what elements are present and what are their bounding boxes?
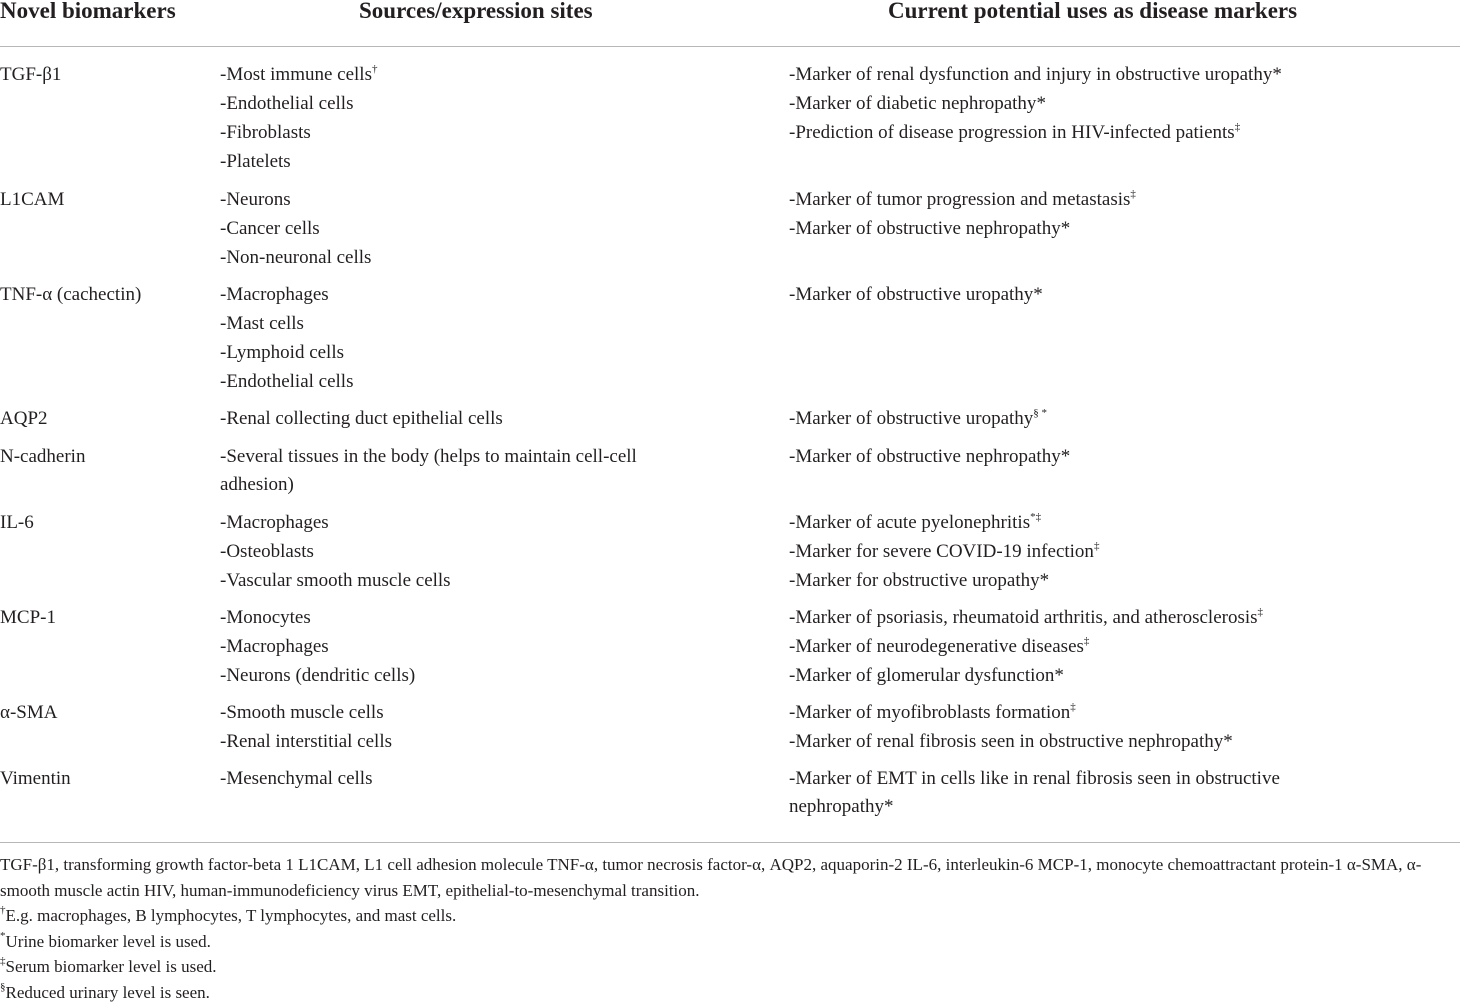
source-item: -Lymphoid cells [220,342,345,363]
use-item: -Marker of neurodegenerative diseases‡ [789,634,1090,657]
biomarker-name: AQP2 [0,408,48,429]
biomarker-name: IL-6 [0,512,34,533]
source-item: -Renal collecting duct epithelial cells [220,408,503,429]
source-item: -Endothelial cells [220,371,354,392]
abbreviations-note: TGF-β1, transforming growth factor-beta 1 L1CAM, L1 cell adhesion molecule TNF-α, tumor necrosis factor-α, AQP2, aquaporin-2 IL-6, interleukin-6 MCP-1, monocyte chemoattractant protein-1 α-SMA, α-smooth muscle actin HIV, human-immunodeficiency virus EMT, epithelial-to-mesenchymal transition. [0,855,1422,900]
use-item: -Marker of obstructive nephropathy* [789,218,1071,239]
source-item: -Macrophages [220,636,329,657]
use-item: -Marker for severe COVID-19 infection‡ [789,539,1100,562]
biomarker-name: α-SMA [0,702,58,723]
footnote: †E.g. macrophages, B lymphocytes, T lymphocytes, and mast cells. [0,904,457,925]
source-item: -Macrophages [220,284,329,305]
source-item: -Mesenchymal cells [220,768,373,789]
source-item: -Neurons [220,189,291,210]
header-uses: Current potential uses as disease markers [888,0,1298,23]
table-footnotes [0,842,1460,1005]
biomarker-name: Vimentin [0,768,71,789]
source-item: -Several tissues in the body (helps to maintain cell-cell adhesion) [220,446,637,495]
footnote: *Urine biomarker level is used. [0,929,211,951]
biomarker-name: N-cadherin [0,446,86,467]
source-item: -Vascular smooth muscle cells [220,570,451,591]
biomarker-name: TNF-α (cachectin) [0,284,142,305]
source-item: -Macrophages [220,512,329,533]
source-item: -Monocytes [220,607,311,628]
use-item: -Marker of renal dysfunction and injury in obstructive uropathy* [789,64,1282,85]
source-item: -Fibroblasts [220,122,311,143]
header-biomarkers: Novel biomarkers [0,0,176,23]
source-item: -Mast cells [220,313,304,334]
use-item: -Marker of obstructive uropathy* [789,284,1043,305]
source-item: -Osteoblasts [220,541,314,562]
use-item: -Marker of EMT in cells like in renal fibrosis seen in obstructive nephropathy* [789,768,1280,817]
source-item: -Cancer cells [220,218,320,239]
use-item: -Marker of glomerular dysfunction* [789,665,1064,686]
footnote: §Reduced urinary level is seen. [0,980,210,1002]
source-item: -Neurons (dendritic cells) [220,665,416,686]
footnote: ‡Serum biomarker level is used. [0,955,217,976]
header-sources: Sources/expression sites [359,0,593,23]
source-item: -Most immune cells† [220,62,378,85]
source-item: -Renal interstitial cells [220,731,393,752]
use-item: -Marker of obstructive nephropathy* [789,446,1071,467]
table-header [0,0,1460,47]
use-item: -Marker of tumor progression and metastasis‡ [789,187,1136,210]
use-item: -Marker of obstructive uropathy§ * [789,406,1048,429]
use-item: -Marker of psoriasis, rheumatoid arthritis, and atherosclerosis‡ [789,605,1264,628]
use-item: -Marker of diabetic nephropathy* [789,93,1046,114]
biomarker-name: MCP-1 [0,607,56,628]
source-item: -Non-neuronal cells [220,247,372,268]
use-item: -Marker of myofibroblasts formation‡ [789,700,1076,723]
use-item: -Prediction of disease progression in HIV-infected patients‡ [789,120,1241,143]
biomarker-name: TGF-β1 [0,64,62,85]
use-item: -Marker of acute pyelonephritis*‡ [789,510,1042,533]
biomarker-name: L1CAM [0,189,65,210]
source-item: -Platelets [220,151,291,172]
use-item: -Marker for obstructive uropathy* [789,570,1050,591]
source-item: -Smooth muscle cells [220,702,384,723]
source-item: -Endothelial cells [220,93,354,114]
use-item: -Marker of renal fibrosis seen in obstructive nephropathy* [789,731,1233,752]
